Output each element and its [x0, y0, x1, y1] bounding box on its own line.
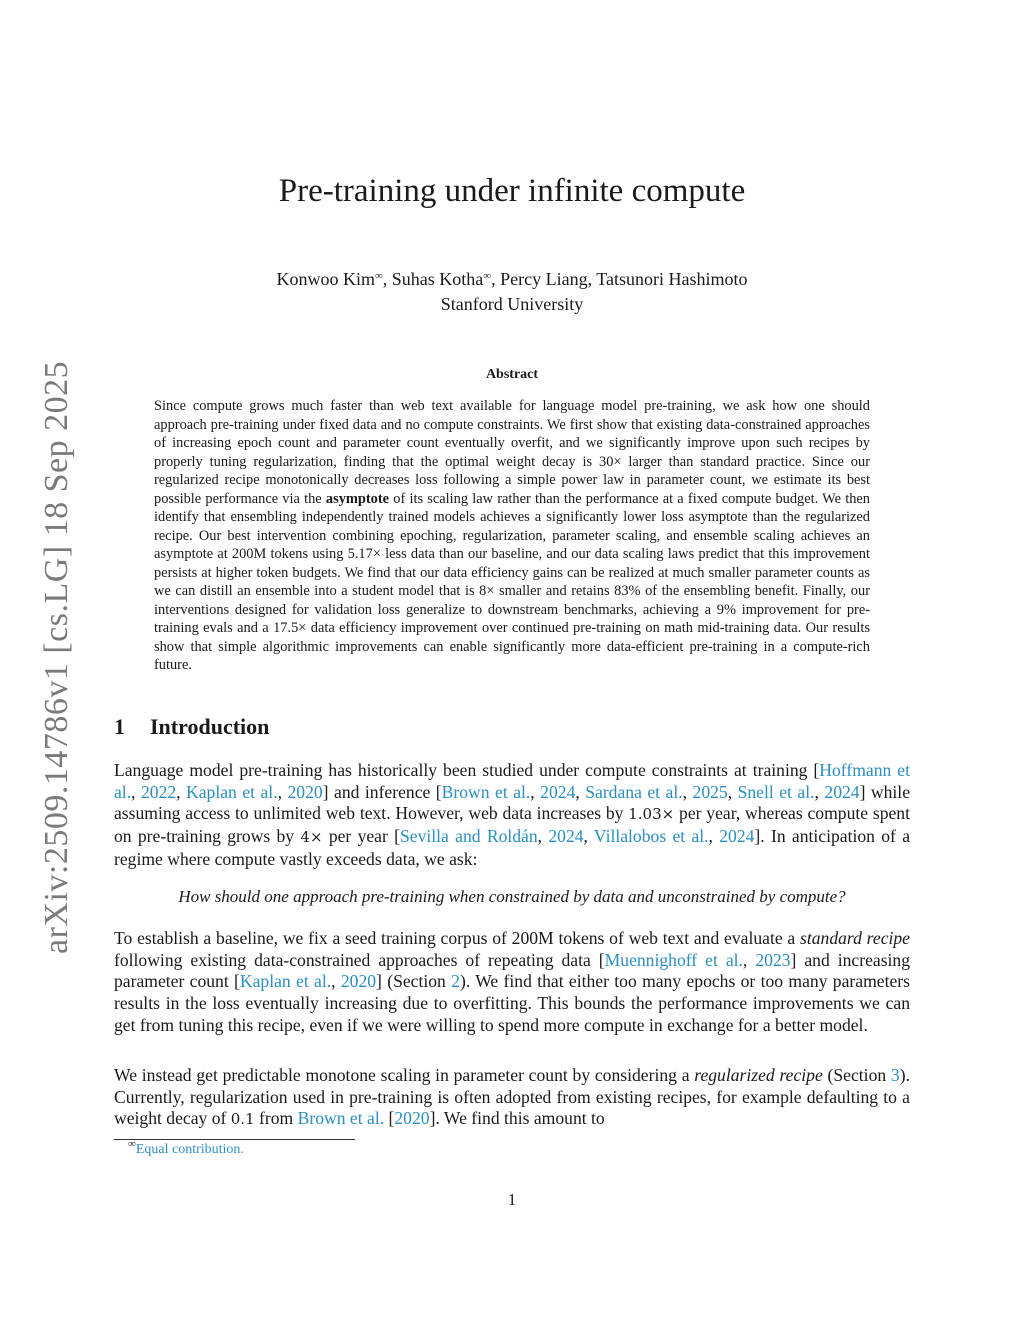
affiliation: Stanford University — [440, 294, 584, 314]
research-question: How should one approach pre-training when constrained by data and unconstrained by compute? — [178, 887, 846, 906]
citation-link[interactable]: Villalobos et al. — [593, 826, 709, 847]
intro-paragraph-2: To establish a baseline, we fix a seed training corpus of 200M tokens of web text and evaluate a standard recipe following existing data-constrained approaches of repeating data [Muennighoff et al., 2023] and increasing parameter count [Kaplan et al., 2020] (Section 2). We find that either too many epochs or too many parameters results in the loss eventually increasing due to overfitting. This bounds the performance improvements we can get from tuning this recipe, even if we were willing to spend more compute in exchange for a better model. — [114, 928, 911, 1035]
section-reference-link[interactable]: 3 — [890, 1065, 900, 1085]
page-number: 1 — [507, 1190, 517, 1209]
citation-link[interactable]: Hoffmann et al. — [114, 760, 910, 802]
footnote — [128, 1138, 244, 1158]
citation-link[interactable]: Kaplan et al. — [186, 781, 278, 802]
section-title: Introduction — [150, 714, 270, 739]
paper-title: Pre-training under infinite compute — [278, 173, 746, 209]
section-reference-link[interactable]: 2 — [451, 971, 460, 992]
math-value: 1.03× — [628, 805, 675, 824]
citation-link[interactable]: Brown et al. — [297, 1108, 385, 1129]
citation-link[interactable]: Muennighoff et al. — [604, 949, 743, 970]
emphasis-term: regularized recipe — [694, 1065, 823, 1085]
citation-year-link[interactable]: 2024 — [540, 781, 576, 802]
citation-link[interactable]: Sevilla and Roldán — [400, 826, 538, 847]
section-number: 1 — [114, 714, 125, 739]
footnote-mark: ∞ — [128, 1138, 136, 1150]
citation-link[interactable]: Brown et al. — [441, 781, 531, 802]
abstract-heading: Abstract — [485, 367, 539, 382]
citation-link[interactable]: Sardana et al. — [585, 781, 683, 802]
citation-year-link[interactable]: 2025 — [692, 781, 728, 802]
author-name: Suhas Kotha — [391, 269, 484, 289]
footnote-divider — [114, 1139, 355, 1140]
citation-link[interactable]: Kaplan et al. — [239, 971, 332, 992]
citation-link[interactable]: Snell et al. — [737, 781, 815, 802]
author-list: Konwoo Kim∞, Suhas Kotha∞, Percy Liang, Tatsunori Hashimoto — [276, 269, 748, 289]
citation-year-link[interactable]: 2024 — [719, 826, 755, 847]
equal-contribution-mark: ∞ — [374, 270, 383, 282]
section-heading-introduction — [114, 714, 269, 740]
emphasis-term: standard recipe — [800, 928, 910, 948]
abstract-body: Since compute grows much faster than web text available for language model pre-training, we ask how one should approach pre-training under fixed data and no compute constraints. We first show that existing data-constrained approaches of increasing epoch count and parameter count eventually overfit, and we significantly improve upon such recipes by properly tuning regularization, finding that the optimal weight decay is 30× larger than standard practice. Since our regularized recipe monotonically decreases loss following a simple power law in parameter count, we estimate its best possible performance via the asymptote of its scaling law rather than the performance at a fixed compute budget. We then identify that ensembling independently trained models achieves a significantly lower loss asymptote than the regularized recipe. Our best intervention combining epoching, regularization, parameter scaling, and ensemble scaling achieves an asymptote at 200M tokens using 5.17× less data than our baseline, and our data scaling laws predict that this improvement persists at higher token budgets. We find that our data efficiency gains can be realized at much smaller parameter counts as we can distill an ensemble into a student model that is 8× smaller and retains 83% of the ensembling benefit. Finally, our interventions designed for validation loss generalize to downstream benchmarks, achieving a 9% improvement for pre-training evals and a 17.5× data efficiency improvement over continued pre-training on math mid-training data. Our results show that simple algorithmic improvements can enable significantly more data-efficient pre-training in a compute-rich future. — [154, 398, 870, 673]
citation-year-link[interactable]: 2020 — [287, 781, 323, 802]
intro-paragraph-3: We instead get predictable monotone scaling in parameter count by considering a regularized recipe (Section 3). Currently, regularization used in pre-training is often adopted from existing recipes, for example defaulting to a weight decay of 0.1 from Brown et al. [2020]. We find this amount to — [114, 1065, 910, 1129]
citation-year-link[interactable]: 2020 — [340, 971, 377, 992]
abstract-bold-term: asymptote — [325, 490, 390, 507]
citation-year-link[interactable]: 2024 — [824, 781, 860, 802]
equal-contribution-mark: ∞ — [483, 270, 492, 282]
intro-paragraph-1: Language model pre-training has historically been studied under compute constraints at training [Hoffmann et al., 2022, Kaplan et al., 2020] and inference [Brown et al., 2024, Sardana et al., 2025, Snell et al., 2024] while assuming access to unlimited web text. However, web data increases by 1.03× per year, whereas compute spent on pre-training grows by 4× per year [Sevilla and Roldán, 2024, Villalobos et al., 2024]. In anticipation of a regime where compute vastly exceeds data, we ask: — [114, 760, 911, 869]
footnote-text-link[interactable]: Equal contribution. — [135, 1142, 244, 1157]
arxiv-identifier-stamp: arXiv:2509.14786v1 [cs.LG] 18 Sep 2025 — [38, 360, 75, 954]
math-value: 0.1 — [230, 1110, 255, 1129]
citation-year-link[interactable]: 2023 — [755, 949, 791, 970]
citation-year-link[interactable]: 2024 — [548, 826, 584, 847]
author-name: Konwoo Kim — [276, 269, 375, 289]
author-name: Tatsunori Hashimoto — [596, 269, 748, 289]
author-name: Percy Liang — [500, 269, 588, 289]
citation-year-link[interactable]: 2020 — [394, 1108, 430, 1129]
math-value: 4× — [300, 828, 323, 847]
citation-year-link[interactable]: 2022 — [140, 781, 177, 802]
